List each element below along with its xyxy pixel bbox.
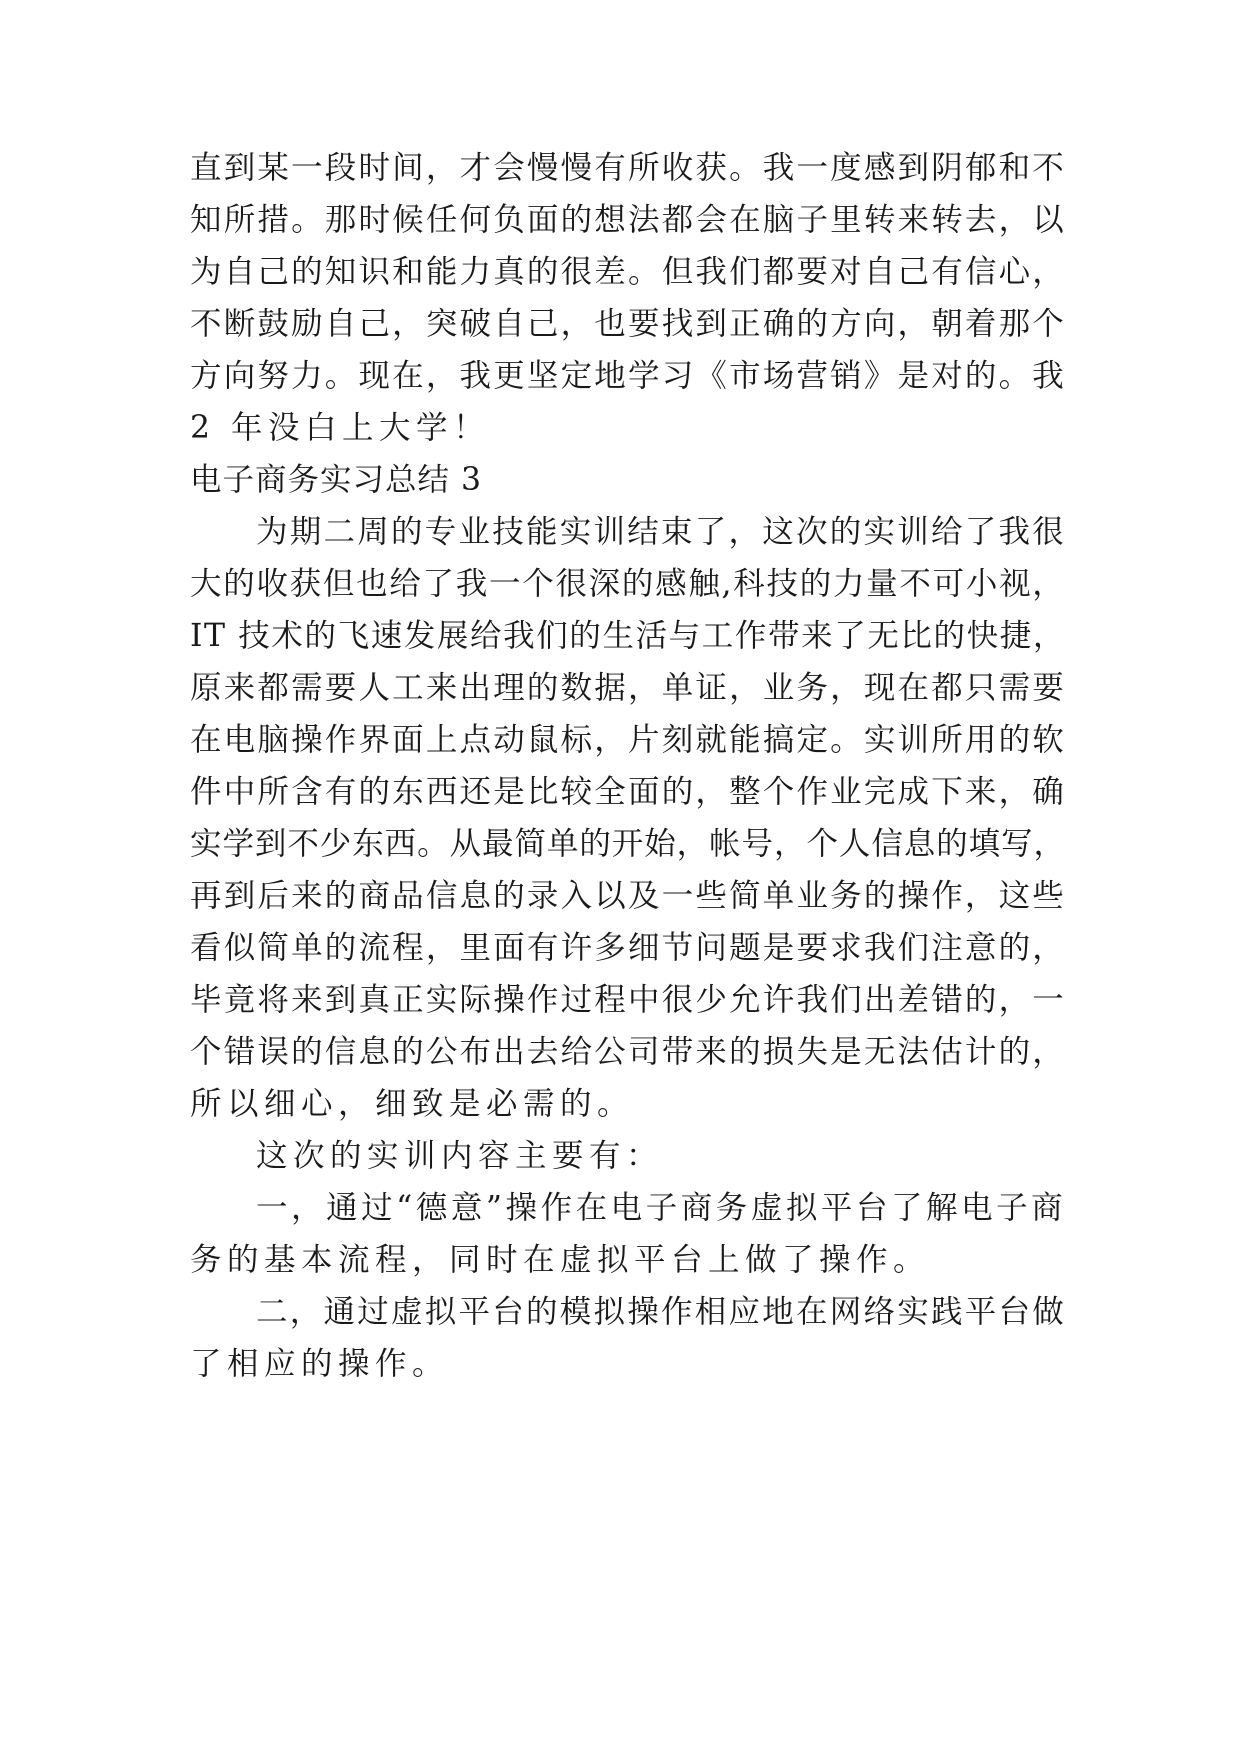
paragraph-first-line: 一，通过“德意”操作在电子商务虚拟平台了解电子商 [256,1190,1067,1226]
text-line: 务的基本流程，同时在虚拟平台上做了操作。 [190,1242,931,1278]
paragraph-first-line: 二，通过虚拟平台的模拟操作相应地在网络实践平台做 [256,1294,1067,1330]
text-line: 2 年没白上大学！ [190,410,491,446]
text-line: 实学到不少东西。从最简单的开始，帐号，个人信息的填写， [190,826,1067,862]
text-line: 知所措。那时候任何负面的想法都会在脑子里转来转去，以 [190,202,1067,238]
text-line: 原来都需要人工来出理的数据，单证，业务，现在都只需要 [190,670,1067,706]
text-line: 毕竟将来到真正实际操作过程中很少允许我们出差错的，一 [190,982,1067,1018]
section-heading: 电子商务实习总结 3 [190,462,483,498]
text-line: 不断鼓励自己，突破自己，也要找到正确的方向，朝着那个 [190,306,1067,342]
text-line: 在电脑操作界面上点动鼠标，片刻就能搞定。实训所用的软 [190,722,1067,758]
text-line: 再到后来的商品信息的录入以及一些简单业务的操作，这些 [190,878,1067,914]
text-line: 件中所含有的东西还是比较全面的，整个作业完成下来，确 [190,774,1067,810]
text-line: 了相应的操作。 [190,1346,450,1382]
text-line: 所以细心，细致是必需的。 [190,1086,635,1122]
paragraph-first-line: 为期二周的专业技能实训结束了，这次的实训给了我很 [256,514,1067,550]
text-line: 看似简单的流程，里面有许多细节问题是要求我们注意的， [190,930,1067,966]
text-line: 为自己的知识和能力真的很差。但我们都要对自己有信心， [190,254,1067,290]
text-line: 直到某一段时间，才会慢慢有所收获。我一度感到阴郁和不 [190,150,1067,186]
text-line: 方向努力。现在，我更坚定地学习《市场营销》是对的。我 [190,358,1067,394]
paragraph-first-line: 这次的实训内容主要有： [256,1138,664,1174]
text-line: 个错误的信息的公布出去给公司带来的损失是无法估计的， [190,1034,1067,1070]
text-line: IT 技术的飞速发展给我们的生活与工作带来了无比的快捷， [190,618,1066,654]
text-line: 大的收获但也给了我一个很深的感触,科技的力量不可小视， [190,566,1066,602]
